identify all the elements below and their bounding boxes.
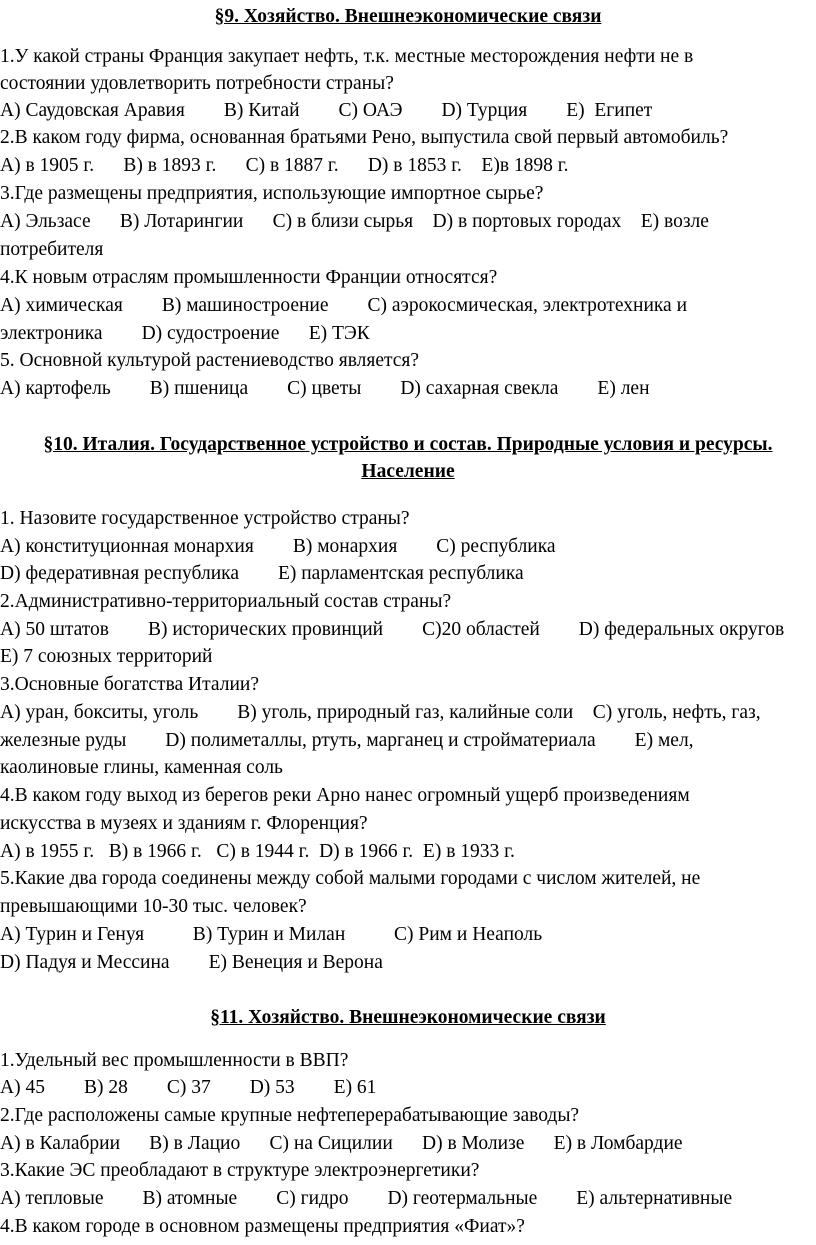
s10-q4-line-1: 4.В каком году выход из берегов реки Арно нанес огромный ущерб произведениям bbox=[0, 785, 690, 806]
section-10-title-line-2: Население bbox=[361, 461, 455, 482]
s11-q3-answers: A) тепловые B) атомные C) гидро D) геотермальные E) альтернативные bbox=[0, 1188, 733, 1209]
s10-q5-line-2: превышающими 10-30 тыс. человек? bbox=[0, 896, 307, 917]
s11-q1-answers: A) 45 B) 28 C) 37 D) 53 E) 61 bbox=[0, 1077, 377, 1098]
s11-q2: 2.Где расположены самые крупные нефтеперерабатывающие заводы? bbox=[0, 1105, 580, 1126]
s9-q3: 3.Где размещены предприятия, использующие импортное сырье? bbox=[0, 183, 544, 204]
s9-q4-answers-line-1: A) химическая B) машиностроение C) аэрокосмическая, электротехника и bbox=[0, 295, 688, 316]
s9-q2-answers: A) в 1905 г. B) в 1893 г. C) в 1887 г. D) в 1853 г. E)в 1898 г. bbox=[0, 155, 569, 176]
s11-q3: 3.Какие ЭС преобладают в структуре электроэнергетики? bbox=[0, 1160, 480, 1181]
s9-q3-answers-line-1: A) Эльзасе B) Лотарингии C) в близи сырья D) в портовых городах E) возле bbox=[0, 211, 709, 232]
s9-q1-line-2: состоянии удовлетворить потребности страны? bbox=[0, 73, 394, 94]
s9-q1-answers: A) Саудовская Аравия B) Китай C) ОАЭ D) Турция E) Египет bbox=[0, 100, 653, 121]
s10-q5-answers-line-2: D) Падуя и Мессина E) Венеция и Верона bbox=[0, 952, 383, 973]
s10-q2: 2.Административно-территориальный состав страны? bbox=[0, 591, 452, 612]
s10-q2-answers-line-2: E) 7 союзных территорий bbox=[0, 646, 213, 667]
s11-q1: 1.Удельный вес промышленности в ВВП? bbox=[0, 1050, 349, 1071]
s10-q1-answers-line-1: A) конституционная монархия B) монархия C) республика bbox=[0, 536, 556, 557]
s10-q5-answers-line-1: A) Турин и Генуя B) Турин и Милан C) Рим и Неаполь bbox=[0, 924, 543, 945]
s11-q2-answers: A) в Калабрии B) в Лацио C) на Сицилии D) в Молизе E) в Ломбардие bbox=[0, 1133, 683, 1154]
s9-q5-answers: A) картофель B) пшеница C) цветы D) сахарная свекла E) лен bbox=[0, 378, 650, 399]
section-11-title: §11. Хозяйство. Внешнеэкономические связи bbox=[210, 1007, 606, 1028]
s10-q3: 3.Основные богатства Италии? bbox=[0, 674, 259, 695]
section-10-title-line-1: §10. Италия. Государственное устройство и состав. Природные условия и ресурсы. bbox=[43, 434, 773, 455]
s10-q4-answers: A) в 1955 г. B) в 1966 г. C) в 1944 г. D) в 1966 г. E) в 1933 г. bbox=[0, 841, 515, 862]
s10-q2-answers-line-1: A) 50 штатов B) исторических провинций C)20 областей D) федеральных округов bbox=[0, 619, 785, 640]
s9-q1-line-1: 1.У какой страны Франция закупает нефть, т.к. местные месторождения нефти не в bbox=[0, 46, 694, 67]
s10-q4-line-2: искусства в музеях и зданиям г. Флоренция? bbox=[0, 813, 368, 834]
s9-q4: 4.К новым отраслям промышленности Франции относятся? bbox=[0, 267, 498, 288]
s10-q5-line-1: 5.Какие два города соединены между собой малыми городами с числом жителей, не bbox=[0, 868, 701, 889]
s9-q3-answers-line-2: потребителя bbox=[0, 239, 104, 260]
s10-q3-answers-line-2: железные руды D) полиметаллы, ртуть, марганец и стройматериала E) мел, bbox=[0, 730, 694, 751]
s11-q4: 4.В каком городе в основном размещены предприятия «Фиат»? bbox=[0, 1216, 525, 1237]
s10-q3-answers-line-1: A) уран, бокситы, уголь B) уголь, природный газ, калийные соли C) уголь, нефть, газ, bbox=[0, 702, 761, 723]
s9-q5: 5. Основной культурой растениеводство является? bbox=[0, 350, 420, 371]
s9-q4-answers-line-2: электроника D) судостроение E) ТЭК bbox=[0, 323, 370, 344]
s9-q2: 2.В каком году фирма, основанная братьями Рено, выпустила свой первый автомобиль? bbox=[0, 127, 729, 148]
s10-q1-answers-line-2: D) федеративная республика E) парламентская республика bbox=[0, 563, 524, 584]
section-9-title: §9. Хозяйство. Внешнеэкономические связи bbox=[214, 6, 602, 27]
s10-q3-answers-line-3: каолиновые глины, каменная соль bbox=[0, 757, 283, 778]
s10-q1: 1. Назовите государственное устройство страны? bbox=[0, 508, 410, 529]
